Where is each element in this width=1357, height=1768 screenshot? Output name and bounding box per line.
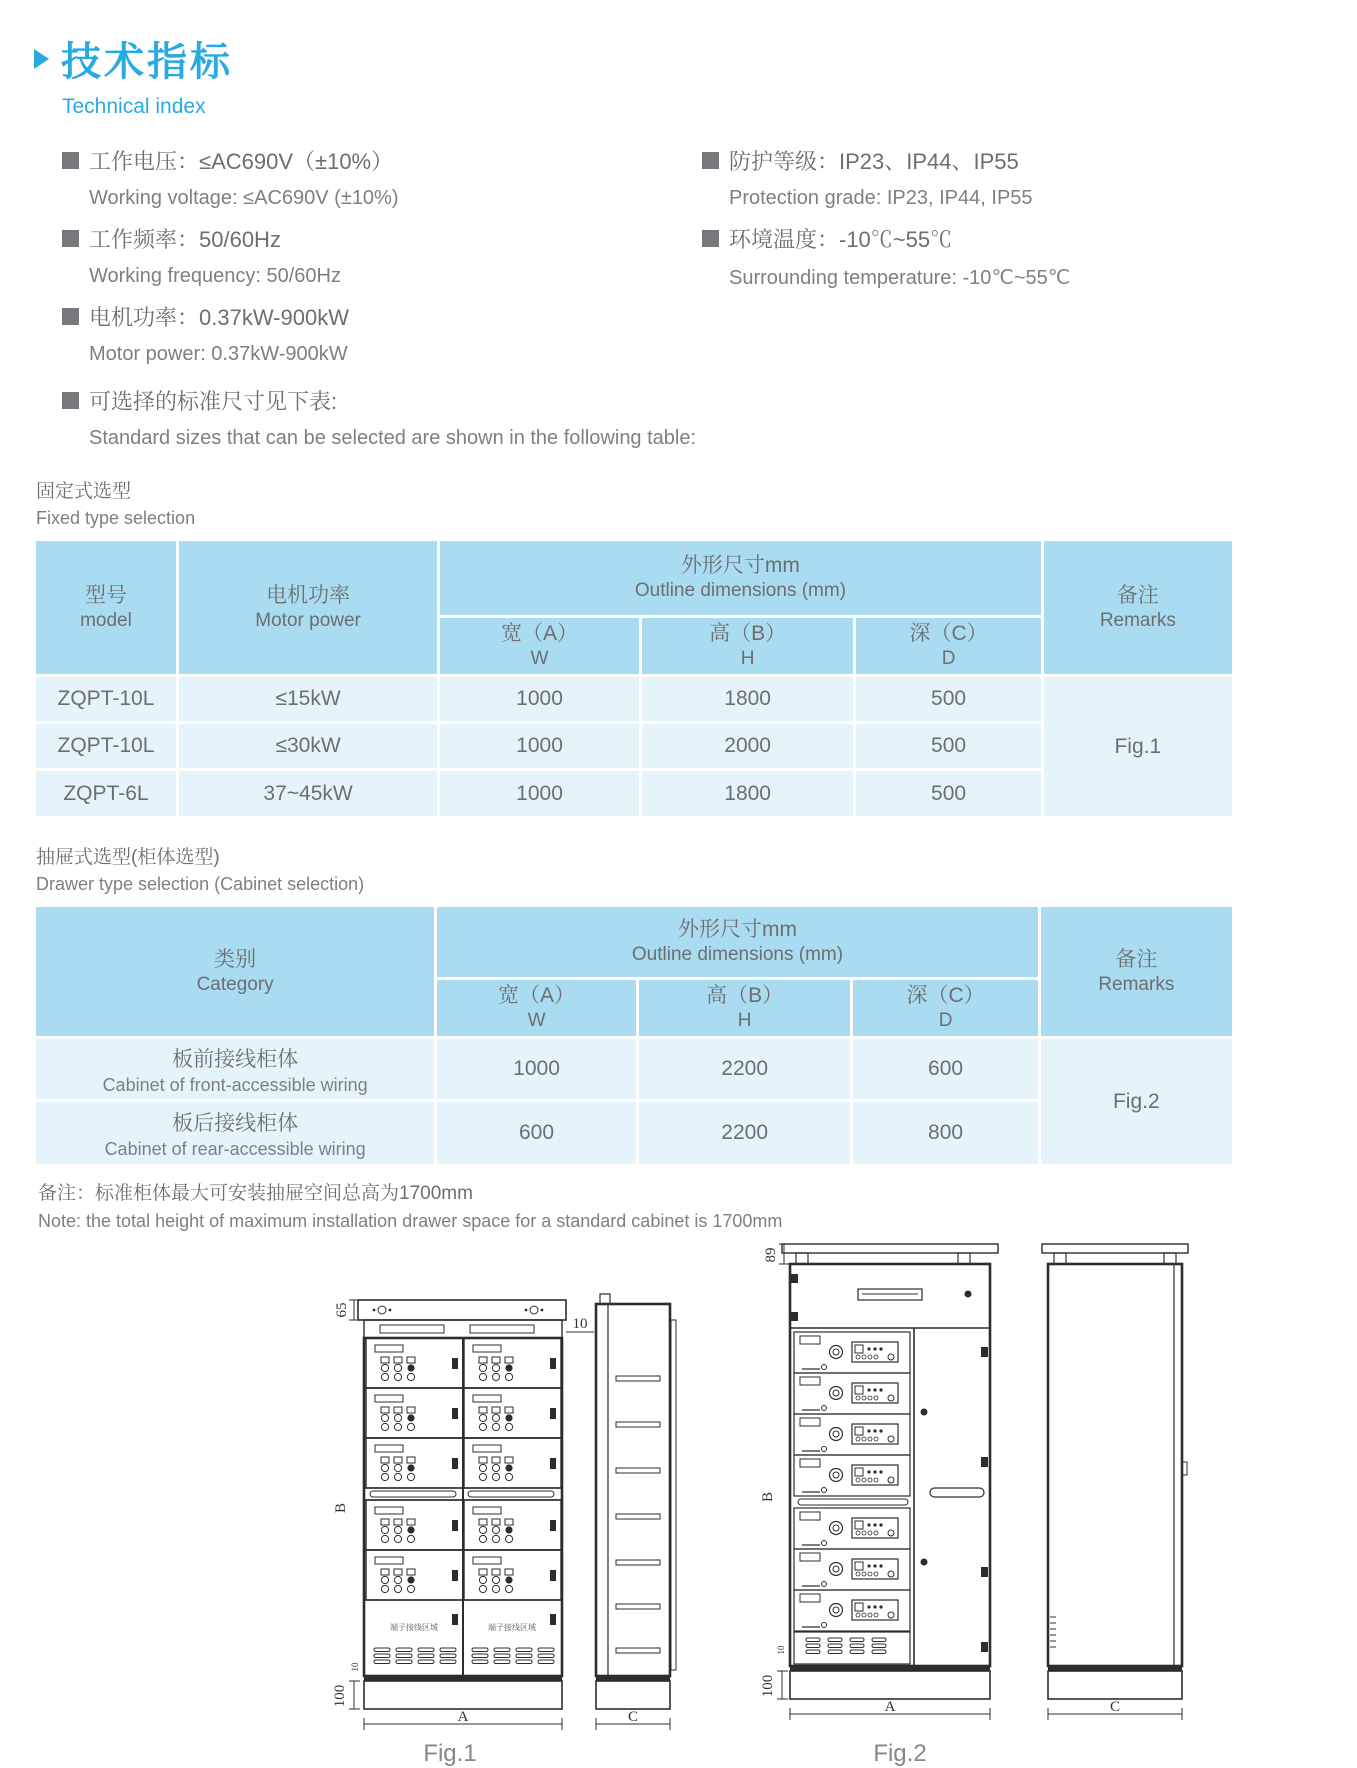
col-header-height — [639, 980, 851, 1036]
header-en: H — [740, 648, 755, 670]
cell-value-en: Cabinet of front-accessible wiring — [102, 1074, 368, 1095]
note-cn: 备注：标准柜体最大可安装抽屉空间总高为1700mm — [38, 1183, 473, 1204]
header-en: W — [530, 648, 549, 670]
cell-value: ZQPT-6L — [63, 781, 149, 805]
table-cell-model — [36, 677, 176, 721]
header-en: model — [80, 609, 132, 631]
table-cell-height — [639, 1102, 851, 1164]
cell-value: 500 — [931, 687, 967, 710]
bullet-square-icon — [62, 392, 79, 409]
fig2-caption: Fig.2 — [873, 1740, 927, 1767]
figure-2 — [760, 1232, 1200, 1768]
table-cell-width — [440, 677, 639, 721]
spec-working-frequency — [62, 223, 702, 288]
col-header-motor-power — [179, 541, 437, 674]
spec-en-text: Surrounding temperature: -10℃~55℃ — [729, 267, 1071, 289]
table-cell-height — [642, 771, 854, 816]
table-cell-category — [36, 1039, 434, 1099]
header-cn: 外形尺寸mm — [677, 918, 797, 941]
note-en: Note: the total height of maximum installation drawer space for a standard cabinet is 1700mm — [38, 1211, 783, 1231]
cell-value: 600 — [519, 1121, 555, 1144]
cell-value-cn: 板后接线柜体 — [172, 1111, 299, 1135]
cell-value-cn: 板前接线柜体 — [172, 1047, 299, 1071]
header-cn: 深（C） — [906, 984, 985, 1007]
fig1-side-view — [596, 1304, 670, 1676]
cell-value: 1000 — [516, 687, 563, 710]
header-en: Category — [196, 973, 274, 995]
table-cell-power — [179, 771, 437, 816]
fig2-drawing — [760, 1232, 1200, 1738]
header-en: Remarks — [1098, 973, 1175, 995]
cell-value: 1000 — [516, 781, 563, 805]
header-en: Outline dimensions (mm) — [634, 580, 847, 602]
heading-en: Fixed type selection — [36, 508, 196, 528]
table-cell-model — [36, 724, 176, 768]
spec-column-left — [62, 145, 702, 379]
col-header-depth — [853, 980, 1037, 1036]
header-cn: 宽（A） — [498, 984, 576, 1007]
header-en: Outline dimensions (mm) — [631, 944, 844, 966]
col-header-height — [642, 618, 854, 674]
fig1-drawing — [330, 1280, 700, 1738]
spec-en-text: Standard sizes that can be selected are shown in the following table: — [89, 427, 697, 449]
spec-en-text: Working voltage: ≤AC690V (±10%) — [89, 187, 399, 209]
cell-value: ≤15kW — [275, 687, 341, 710]
page-subtitle: Technical index — [62, 95, 206, 118]
header-en: Motor power — [255, 609, 361, 631]
table-cell-height — [642, 724, 854, 768]
fig1-base — [364, 1681, 562, 1709]
spec-en-text: Protection grade: IP23, IP44, IP55 — [729, 187, 1033, 209]
cell-value: 800 — [928, 1121, 964, 1144]
table-cell-height — [642, 677, 854, 721]
table-cell-category — [36, 1102, 434, 1164]
table-cell-width — [437, 1039, 636, 1099]
spec-cn-text: 环境温度：-10℃~55℃ — [729, 227, 953, 252]
fig2-base — [790, 1671, 990, 1699]
cell-value: 2200 — [721, 1057, 768, 1080]
spec-cn-text: 工作电压：≤AC690V（±10%） — [89, 149, 394, 174]
fig1-dim-top: 65 — [334, 1302, 350, 1318]
fixed-type-table — [36, 541, 1232, 816]
fig2-top-cap — [782, 1244, 998, 1253]
bullet-square-icon — [62, 308, 79, 325]
spec-cn-text: 电机功率：0.37kW-900kW — [89, 305, 349, 330]
cell-value: Fig.1 — [1114, 734, 1162, 758]
cell-value: 1800 — [724, 781, 771, 805]
col-header-model — [36, 541, 176, 674]
cell-value: 500 — [931, 781, 967, 805]
table-cell-depth — [853, 1102, 1037, 1164]
fig2-dim-vent: 10 — [776, 1645, 786, 1655]
spec-en-text: Working frequency: 50/60Hz — [89, 265, 341, 287]
table-cell-depth — [856, 724, 1040, 768]
cell-value: 37~45kW — [263, 781, 353, 805]
table-cell-depth — [856, 677, 1040, 721]
col-header-width — [437, 980, 636, 1036]
col-header-category — [36, 907, 434, 1036]
header-cn: 深（C） — [909, 622, 988, 645]
page-title: 技术指标 — [61, 40, 233, 84]
bullet-square-icon — [62, 152, 79, 169]
header-en: D — [941, 648, 956, 670]
heading-cn: 固定式选型 — [36, 481, 132, 502]
cell-value-en: Cabinet of rear-accessible wiring — [104, 1138, 366, 1159]
spec-motor-power — [62, 301, 702, 366]
fig1-dim-base: 100 — [332, 1684, 348, 1708]
header-cn: 外形尺寸mm — [680, 554, 800, 577]
header-cn: 宽（A） — [501, 622, 579, 645]
header-cn: 备注 — [1116, 583, 1159, 607]
drawer-type-table — [36, 907, 1232, 1164]
col-header-width — [440, 618, 639, 674]
header-cn: 高（B） — [709, 622, 787, 645]
table-cell-depth — [853, 1039, 1037, 1099]
bullet-square-icon — [702, 152, 719, 169]
fig2-side-view — [1048, 1264, 1182, 1666]
fig1-caption: Fig.1 — [423, 1740, 477, 1767]
cell-value: 2200 — [721, 1121, 768, 1144]
heading-en: Drawer type selection (Cabinet selection) — [36, 874, 365, 894]
table-cell-width — [440, 724, 639, 768]
fig2-dim-top: 89 — [763, 1247, 779, 1263]
spec-working-voltage — [62, 145, 702, 210]
spec-cn-text: 可选择的标准尺寸见下表: — [89, 389, 338, 414]
table-cell-power — [179, 724, 437, 768]
figure-1 — [330, 1280, 700, 1768]
fig1-dim-depth: C — [627, 1709, 639, 1725]
spec-cn-text: 工作频率：50/60Hz — [89, 227, 281, 252]
cell-value: Fig.2 — [1112, 1089, 1160, 1113]
col-header-remarks — [1041, 907, 1232, 1036]
fig2-dim-width: A — [884, 1699, 896, 1715]
header-en: H — [737, 1010, 752, 1032]
title-arrow-icon — [34, 49, 49, 69]
table-cell-remarks — [1044, 677, 1232, 816]
table-cell-model — [36, 771, 176, 816]
header-en: D — [938, 1010, 953, 1032]
header-cn: 备注 — [1115, 947, 1158, 971]
fixed-table-heading — [36, 476, 1357, 529]
table-cell-width — [440, 771, 639, 816]
cell-value: 1000 — [513, 1057, 560, 1080]
spec-en-text: Motor power: 0.37kW-900kW — [89, 343, 348, 365]
fig1-terminal-label: 端子接线区域 — [488, 1623, 536, 1632]
fig2-dim-depth: C — [1109, 1699, 1121, 1715]
header-en: W — [527, 1010, 546, 1032]
fig1-dim-offset: 10 — [572, 1316, 588, 1332]
table-cell-remarks — [1041, 1039, 1232, 1164]
spec-standard-sizes — [62, 385, 1357, 450]
cell-value: 1000 — [516, 734, 563, 757]
col-header-outline-dimensions — [440, 541, 1040, 615]
table-cell-power — [179, 677, 437, 721]
spec-column-right — [702, 145, 1070, 379]
header-cn: 高（B） — [706, 984, 784, 1007]
cell-value: 2000 — [724, 734, 771, 757]
bullet-square-icon — [62, 230, 79, 247]
spec-ambient-temperature — [702, 223, 1070, 290]
cell-value: ≤30kW — [275, 734, 341, 757]
bullet-square-icon — [702, 230, 719, 247]
fig2-dim-base: 100 — [760, 1674, 776, 1698]
col-header-outline-dimensions — [437, 907, 1037, 977]
fig2-dim-height: B — [760, 1491, 776, 1503]
fig1-terminal-label: 端子接线区域 — [390, 1623, 438, 1632]
spec-section — [62, 145, 1357, 379]
cell-value: 500 — [931, 734, 967, 757]
page-header — [0, 0, 1357, 119]
cell-value: ZQPT-10L — [57, 734, 155, 757]
table-cell-height — [639, 1039, 851, 1099]
header-cn: 电机功率 — [266, 583, 351, 607]
spec-cn-text: 防护等级：IP23、IP44、IP55 — [729, 149, 1019, 174]
table-cell-depth — [856, 771, 1040, 816]
drawer-table-heading — [36, 842, 1357, 895]
heading-cn: 抽屉式选型(柜体选型) — [36, 847, 220, 868]
figure-section — [330, 1232, 1357, 1768]
fig1-dim-height: B — [333, 1502, 349, 1514]
cell-value: ZQPT-10L — [57, 687, 155, 710]
header-cn: 类别 — [214, 947, 257, 971]
header-cn: 型号 — [84, 583, 127, 607]
note-section — [38, 1178, 1357, 1232]
spec-protection-grade — [702, 145, 1070, 210]
cell-value: 1800 — [724, 687, 771, 710]
fig1-dim-vent: 10 — [350, 1662, 360, 1672]
cell-value: 600 — [928, 1057, 964, 1080]
table-cell-width — [437, 1102, 636, 1164]
header-en: Remarks — [1099, 609, 1176, 631]
fig1-dim-width: A — [457, 1709, 469, 1725]
col-header-remarks — [1044, 541, 1232, 674]
col-header-depth — [856, 618, 1040, 674]
